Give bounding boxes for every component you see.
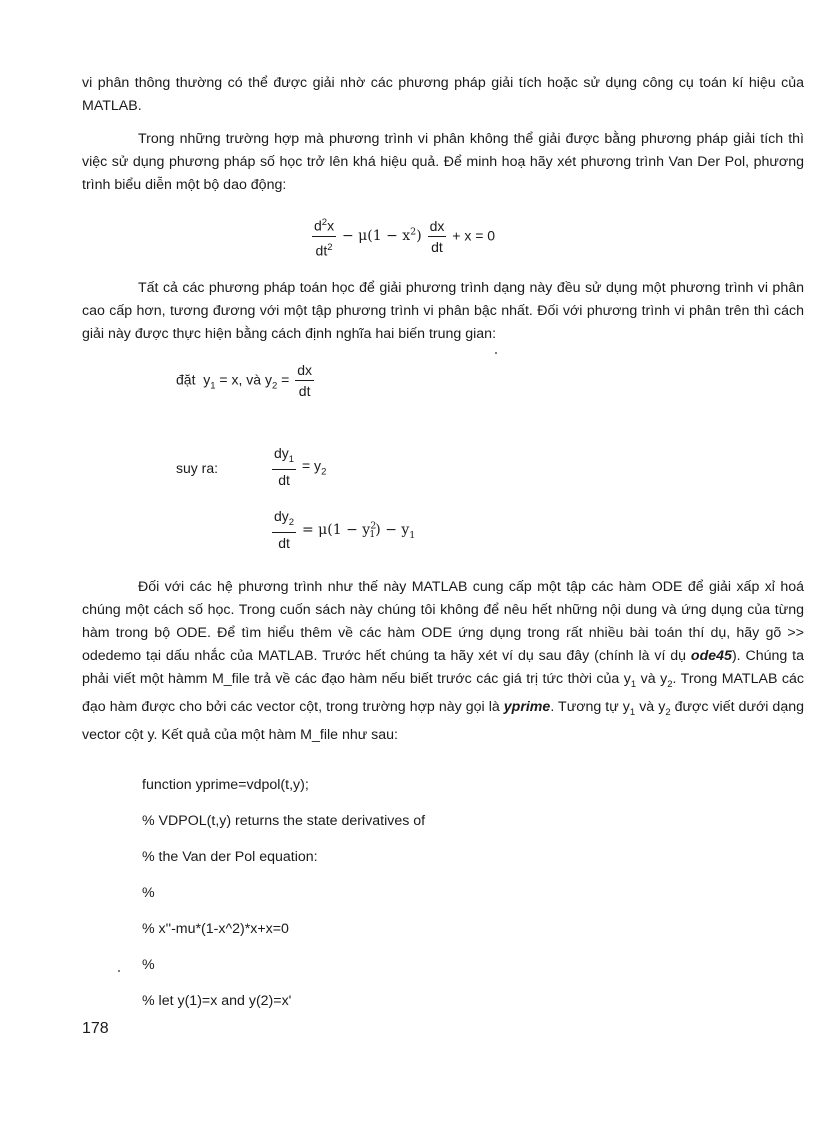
mu-term: − $\mu(1 - x^2)$: [341, 226, 422, 245]
code-line: function yprime=vdpol(t,y);: [142, 777, 309, 793]
paragraph-ode: Đối với các hệ phương trình như thế này MATLAB cung cấp một tập các hàm ODE để giải xấp xỉ hoá chúng một cách số học. Trong cuốn sách này chúng tôi không để nêu hết những nội dung và ứng dụng của từng hàm trong bộ ODE. Để tìm hiểu thêm về các hàm ODE ứng dụng trong rất nhiều bài toán thí dụ, hãy gõ >> odedemo tại dấu nhắc của MATLAB. Trước hết chúng ta hãy xét ví dụ sau đây (chính là ví dụ ode45). Chúng ta phải viết một hàmm M_file trả về các đạo hàm nếu biết trước các giá trị tức thời của $y_1$ và $y_2$. Trong MATLAB các đạo hàm được cho bởi các vector cột, trong trường hợp này gọi là yprime. Tương tự $y_1$ và $y_2$ được viết dưới dạng vector cột y. Kết quả của một hàm M_file như sau:: [82, 579, 804, 743]
substitution-definition: đặt $y_1 = x$, và $y_2$ = $\frac{dx}{dt}$: [176, 362, 313, 399]
code-line: % x''-mu*(1-x^2)*x+x=0: [142, 921, 289, 937]
equation-tail: + x = 0: [452, 227, 496, 244]
code-line: % let y(1)=x and y(2)=x': [142, 993, 292, 1009]
dy1-equation: $\frac{dy_1}{dt}$ = $y_2$: [274, 445, 327, 488]
code-line: % VDPOL(t,y) returns the state derivatives of: [142, 813, 426, 829]
code-line: %: [142, 885, 155, 901]
dx-dt-fraction-2: $\frac{dx}{dt}$: [297, 362, 313, 399]
code-line: % the Van der Pol equation:: [142, 849, 318, 865]
page-number: 178: [82, 1020, 109, 1037]
suy-ra-label: suy ra:: [176, 460, 219, 476]
van-der-pol-equation: [310, 214, 495, 259]
code-line: %: [142, 957, 155, 973]
stray-mark: [118, 970, 120, 972]
dat-label: đặt: [176, 371, 196, 388]
stray-mark: [495, 352, 497, 354]
dx-dt-fraction: $\frac{dx}{dt}$: [429, 217, 445, 255]
d2x-dt2-fraction: $\frac{d^2x}{dt^2}$: [312, 214, 336, 259]
dy2-equation: $\frac{dy_2}{dt}$ = $\mu(1 - y^2_1) - y_1$: [274, 508, 416, 551]
paragraph-method: Tất cả các phương pháp toán học để giải phương trình dạng này đều sử dụng một phương trình vi phân cao cấp hơn, tương đương với một tập phương trình vi phân bậc nhất. Đối với phương trình vi phân trên thì cách giải này được thực hiện bằng cách định nghĩa hai biến trung gian:: [82, 280, 804, 342]
paragraph-van-der-pol: Trong những trường hợp mà phương trình vi phân không thể giải được bằng phương pháp giải tích thì việc sử dụng phương pháp số học trở lên khá hiệu quả. Để minh hoạ hãy xét phương trình Van Der Pol, phương trình biểu diễn một bộ dao động:: [82, 131, 804, 193]
paragraph-intro: vi phân thông thường có thể được giải nhờ các phương pháp giải tích hoặc sử dụng công cụ toán kí hiệu của MATLAB.: [82, 75, 804, 114]
